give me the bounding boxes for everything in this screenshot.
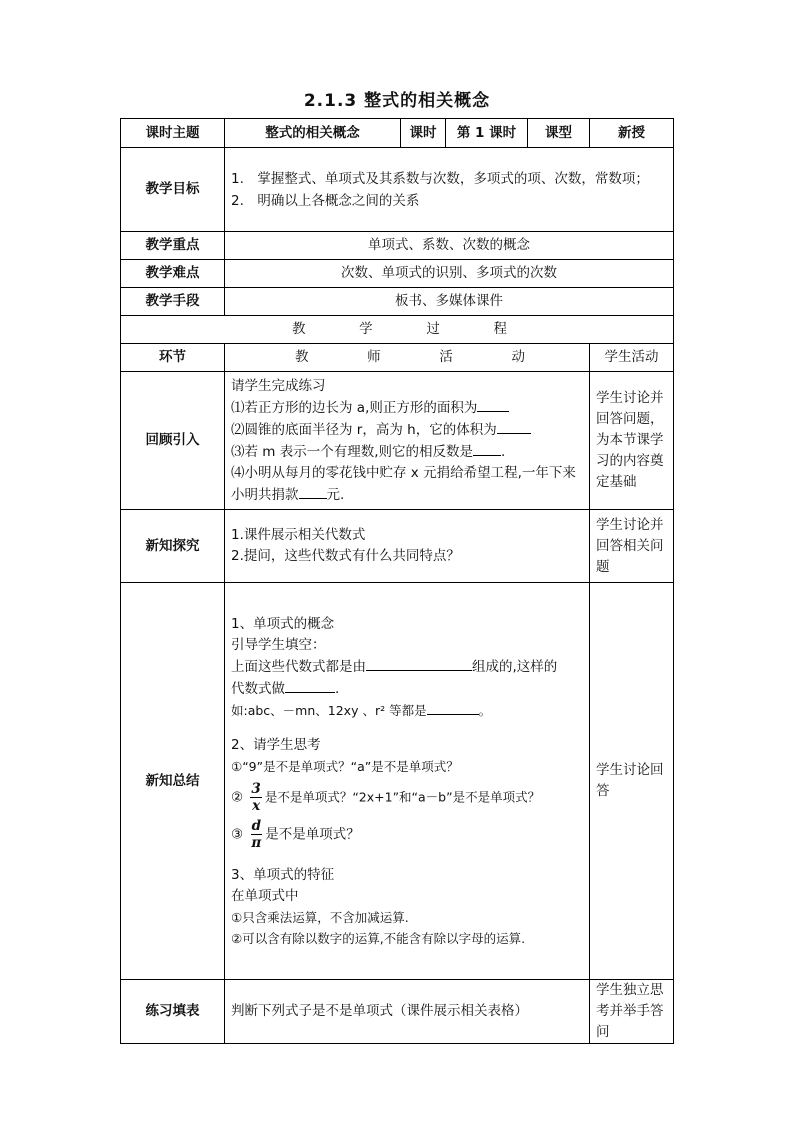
process-header: [121, 316, 674, 344]
explore-row: [121, 510, 674, 583]
student-column-header: 学生活动: [590, 344, 674, 372]
goal-item: 1. 掌握整式、单项式及其系数与次数，多项式的项、次数，常数项；: [231, 170, 649, 187]
fraction-3-over-x: [250, 781, 261, 814]
review-line: ⑶若 m 表示一个有理数,则它的相反数是: [231, 443, 474, 460]
fraction-numerator: 3: [251, 780, 261, 797]
answer-blank: [497, 419, 531, 434]
summary-question: 是不是单项式？: [265, 826, 360, 842]
fraction-denominator: π: [251, 834, 262, 851]
difficulties-label: 教学难点: [121, 260, 225, 288]
answer-blank: [299, 484, 327, 499]
process-char: 教: [292, 321, 306, 337]
summary-line: 引导学生填空：: [231, 636, 326, 653]
column-header-row: [121, 344, 674, 372]
summary-line: 如:abc、－mn、12xy 、r² 等都是: [231, 702, 427, 718]
summary-question-num: ②: [231, 789, 244, 805]
teacher-header-char: 师: [367, 349, 381, 365]
explore-stage: 新知探究: [121, 510, 225, 583]
key-points-row: [121, 232, 674, 260]
review-row: [121, 372, 674, 510]
lesson-plan-table: [120, 118, 674, 1044]
practice-row: [121, 980, 674, 1044]
teacher-header-char: 活: [439, 349, 453, 365]
review-student-activity: 学生讨论并回答问题，为本节课学习的内容奠定基础: [590, 372, 674, 510]
explore-line: 1.课件展示相关代数式: [231, 527, 366, 543]
means-label: 教学手段: [121, 288, 225, 316]
fraction-denominator: x: [252, 797, 261, 814]
fraction-d-over-pi: [250, 818, 262, 851]
goals-content: [225, 148, 674, 232]
answer-blank: [366, 656, 472, 671]
review-stage: 回顾引入: [121, 372, 225, 510]
teacher-header-char: 教: [295, 349, 309, 365]
teacher-column-header: [225, 344, 590, 372]
key-points-label: 教学重点: [121, 232, 225, 260]
summary-rule: ②可以含有除以数字的运算,不能含有除以字母的运算.: [231, 930, 526, 946]
process-header-row: [121, 316, 674, 344]
process-char: 学: [359, 321, 373, 337]
practice-stage: 练习填表: [121, 980, 225, 1044]
process-char: 过: [426, 321, 440, 337]
summary-row: [121, 583, 674, 980]
means-row: [121, 288, 674, 316]
answer-blank: [473, 441, 501, 456]
summary-line: 。: [478, 702, 492, 718]
summary-line: 代数式做: [231, 680, 285, 697]
topic-label: 课时主题: [121, 119, 225, 148]
summary-teacher-activity: [225, 583, 590, 980]
difficulties-row: [121, 260, 674, 288]
difficulties-value: 次数、单项式的识别、多项式的次数: [225, 260, 674, 288]
review-line: ⑵圆锥的底面半径为 r，高为 h，它的体积为: [231, 421, 497, 438]
summary-question: ①“9”是不是单项式？“a”是不是单项式？: [231, 758, 459, 774]
summary-student-activity: 学生讨论回答: [590, 583, 674, 980]
answer-blank: [477, 397, 509, 412]
summary-rule: ①只含乘法运算，不含加减运算.: [231, 909, 409, 925]
review-teacher-activity: 请学生完成练习 ⑴若正方形的边长为 a,则正方形的面积为 ⑵圆锥的底面半径为 r，高为 h，它的体积为 ⑶若 m 表示一个有理数,则它的相反数是 . ⑷小明从每月的零花钱中贮存 x 元捐给希望工程,一年下来小明共捐款 元.: [225, 372, 590, 510]
summary-line: 组成的,这样的: [472, 658, 558, 675]
review-line: 请学生完成练习: [231, 377, 326, 394]
explore-line: 2.提问，这些代数式有什么共同特点？: [231, 548, 460, 564]
summary-line: .: [335, 680, 340, 697]
process-char: 程: [493, 321, 507, 337]
topic-value: 整式的相关概念: [225, 119, 401, 148]
section-title: 3、单项式的特征: [231, 866, 335, 883]
type-label: 课型: [528, 119, 590, 148]
review-line: 元.: [326, 486, 345, 503]
goals-row: [121, 148, 674, 232]
means-value: 板书、多媒体课件: [225, 288, 674, 316]
practice-teacher-activity: 判断下列式子是不是单项式（课件展示相关表格）: [225, 980, 590, 1044]
period-value: 第 1 课时: [446, 119, 528, 148]
review-line: ⑷小明从每月的零花钱中贮存 x 元捐给希望工程,一年下来小明共捐款: [231, 464, 576, 503]
summary-question: 是不是单项式？“2x+1”和“a－b”是不是单项式？: [264, 789, 541, 804]
fraction-numerator: d: [251, 817, 262, 834]
review-line: ⑴若正方形的边长为 a,则正方形的面积为: [231, 399, 478, 416]
page-title: 2.1.3 整式的相关概念: [303, 91, 491, 111]
answer-blank: [285, 678, 335, 693]
summary-question-num: ③: [231, 826, 244, 842]
explore-teacher-activity: [225, 510, 590, 583]
summary-stage: 新知总结: [121, 583, 225, 980]
goals-label: 教学目标: [121, 148, 225, 232]
header-row: [121, 119, 674, 148]
type-value: 新授: [590, 119, 674, 148]
key-points-value: 单项式、系数、次数的概念: [225, 232, 674, 260]
practice-student-activity: 学生独立思考并举手答问: [590, 980, 674, 1044]
section-title: 2、请学生思考: [231, 736, 321, 753]
section-title: 1、单项式的概念: [231, 615, 335, 632]
summary-line: 在单项式中: [231, 887, 299, 904]
explore-student-activity: 学生讨论并回答相关问题: [590, 510, 674, 583]
answer-blank: [427, 700, 479, 715]
teacher-header-char: 动: [511, 349, 525, 365]
period-label: 课时: [401, 119, 446, 148]
goal-item: 2. 明确以上各概念之间的关系: [231, 192, 420, 209]
summary-line: 上面这些代数式都是由: [231, 658, 366, 675]
stage-column-header: 环节: [121, 344, 225, 372]
